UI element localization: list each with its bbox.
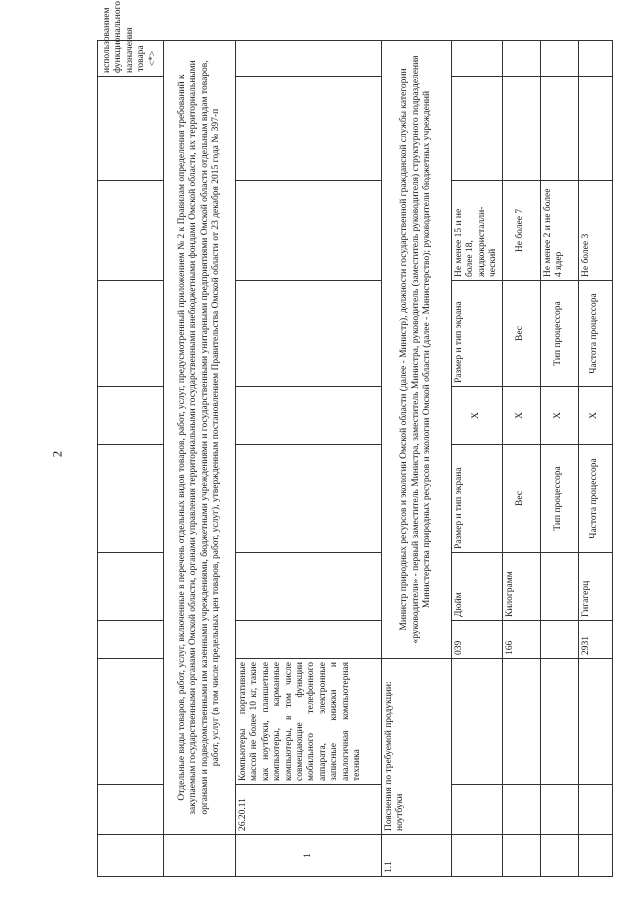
table-row	[502, 41, 540, 877]
x-mark: X	[578, 387, 612, 445]
section-title: Отдельные виды товаров, работ, услуг, включенные в перечень отдельных видов товаров, работ, услуг, предусмотренный приложением № 2 к Правилам определения требований к закупаемым государственными органами Омской области, органами управления территориальными государственными внебюджетными фондами Омской области, их территориальными органами и подведомственными им казенными учреждениями, бюджетными учреждениями и государственными унитарными предприятиями Омской области отдельным видам товаров, работ, услуг (в том числе предельных цен товаров, работ, услуг), утвержденным постановлением Правительства Омской области от 23 декабря 2015 года № 397-п	[164, 41, 236, 835]
characteristic: Частота процессора	[578, 445, 612, 553]
section-title-row	[164, 41, 236, 877]
header-functional-purpose: использованием функционального назначения товара <*>	[98, 41, 164, 77]
product-name: Компьютеры портативные массой не более 10 кг, такие как ноутбуки, планшетные компьютеры, карманные компьютеры, в том числе совмещающие функции мобильного телефонного аппарата, электронные записные книжки и аналогичная компьютерная техника	[236, 659, 382, 785]
unit-name: Килограмм	[502, 553, 540, 621]
product-explanation: Пояснения по требуемой продукции: ноутбуки	[382, 659, 452, 835]
header-row	[98, 41, 164, 877]
okei-code: 039	[452, 621, 503, 659]
requirements-table	[97, 1, 613, 877]
x-mark: X	[540, 387, 578, 445]
x-mark: X	[502, 387, 540, 445]
table-row	[578, 41, 612, 877]
page-number: 2	[49, 450, 65, 458]
characteristic-value: Не менее 2 и не более 4 ядер	[540, 181, 578, 281]
characteristic: Частота процессора	[578, 281, 612, 387]
characteristic-value: Не менее 15 и не более 18, жидкокристалли-ческий	[452, 181, 503, 281]
characteristic: Размер и тип экрана	[452, 281, 503, 387]
row-number: 1.1	[382, 835, 452, 877]
row-number: 1	[236, 835, 382, 877]
characteristic: Вес	[502, 281, 540, 387]
x-mark: X	[452, 387, 503, 445]
characteristic: Размер и тип экрана	[452, 445, 503, 553]
rotated-table-frame	[97, 1, 609, 877]
characteristic-value: Не более 3	[578, 181, 612, 281]
characteristic-value: Не более 7	[502, 181, 540, 281]
table-row	[382, 41, 452, 877]
unit-name: Гигагерц	[578, 553, 612, 621]
okei-code	[540, 621, 578, 659]
okpd-code: 26.20.11	[236, 785, 382, 835]
table-row	[452, 41, 503, 877]
officials-category: Министр природных ресурсов и экологии Омской области (далее - Министр), должности государственной гражданской службы категории «руководители» - первый заместитель Министра, заместитель Министра, руководитель (заместитель руководителя) структурного подразделения Министерства природных ресурсов и экологии Омской области (далее - Министерство); руководители бюджетных учреждений	[382, 41, 452, 659]
okei-code: 166	[502, 621, 540, 659]
table-row	[540, 41, 578, 877]
characteristic: Тип процессора	[540, 281, 578, 387]
characteristic: Вес	[502, 445, 540, 553]
unit-name	[540, 553, 578, 621]
unit-name: Дюйм	[452, 553, 503, 621]
characteristic: Тип процессора	[540, 445, 578, 553]
table-row	[236, 41, 382, 877]
okei-code: 2931	[578, 621, 612, 659]
